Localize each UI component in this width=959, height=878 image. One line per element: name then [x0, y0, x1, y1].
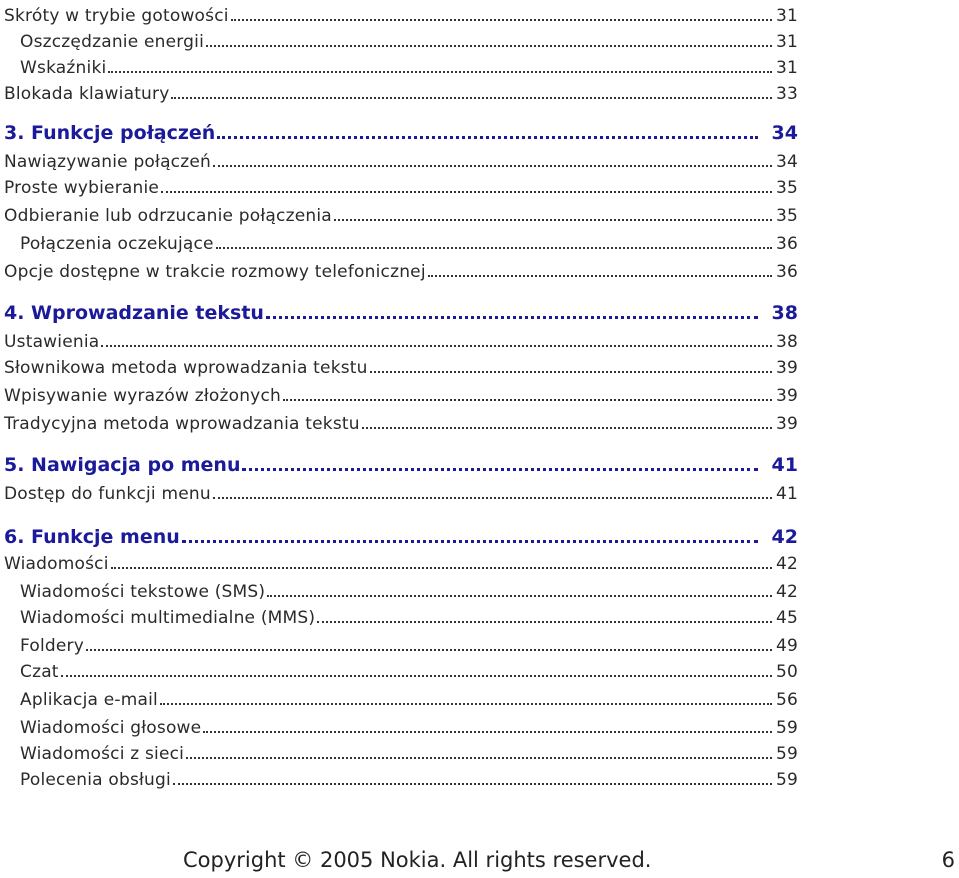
toc-chapter-heading: [4, 118, 798, 144]
toc-entry-page: 31: [775, 58, 798, 78]
dot-leader: [370, 371, 772, 373]
dot-leader: [213, 497, 772, 499]
dot-leader: [161, 191, 772, 193]
toc-entry-title: Wskaźniki: [20, 58, 107, 78]
toc-entry-title: Słownikowa metoda wprowadzania tekstu: [4, 358, 368, 378]
toc-entry-page: 49: [775, 636, 798, 656]
toc-entry-page: 45: [775, 608, 798, 628]
toc-entry: [20, 602, 798, 628]
toc-entry-title: Oszczędzanie energii: [20, 32, 205, 52]
dot-leader: [61, 675, 772, 677]
dot-leader: [108, 71, 772, 73]
toc-entry: [4, 548, 798, 574]
toc-chapter-page: 38: [771, 302, 798, 324]
toc-entry: [20, 738, 798, 764]
dot-leader: [206, 45, 772, 47]
toc-entry-page: 39: [775, 386, 798, 406]
toc-entry: [20, 684, 798, 710]
toc-entry-page: 42: [775, 582, 798, 602]
toc-entry-title: Proste wybieranie: [4, 178, 160, 198]
toc-entry-title: Wiadomości głosowe: [20, 718, 202, 738]
dot-leader: [267, 595, 772, 597]
toc-chapter-title: 6. Funkcje menu: [4, 526, 180, 548]
toc-entry: [4, 200, 798, 226]
toc-entry-title: Czat: [20, 662, 59, 682]
toc-entry-title: Polecenia obsługi: [20, 770, 171, 790]
toc-entry: [4, 172, 798, 198]
toc-entry: [20, 52, 798, 78]
toc-chapter-title: 5. Nawigacja po menu: [4, 454, 241, 476]
toc-entry-title: Aplikacja e-mail: [20, 690, 158, 710]
toc-entry: [4, 146, 798, 172]
dot-leader: [216, 247, 772, 249]
dot-leader: [428, 275, 772, 277]
toc-entry-page: 36: [775, 262, 798, 282]
toc-entry-page: 42: [775, 554, 798, 574]
toc-chapter-page: 34: [771, 122, 798, 144]
toc-entry-title: Odbieranie lub odrzucanie połączenia: [4, 206, 332, 226]
dot-leader: [334, 219, 772, 221]
page-footer: [0, 846, 959, 878]
dot-leader: [217, 136, 757, 139]
toc-entry-page: 35: [775, 178, 798, 198]
dot-leader: [362, 427, 772, 429]
toc-entry-title: Nawiązywanie połączeń: [4, 152, 211, 172]
toc-entry-page: 31: [775, 6, 798, 26]
dot-leader: [317, 621, 772, 623]
dot-leader: [182, 540, 758, 543]
toc-entry-title: Skróty w trybie gotowości: [4, 6, 229, 26]
toc-entry: [20, 26, 798, 52]
dot-leader: [160, 703, 772, 705]
dot-leader: [101, 345, 772, 347]
toc-entry: [4, 326, 798, 352]
toc-entry-title: Wiadomości multimedialne (MMS): [20, 608, 316, 628]
toc-entry-title: Tradycyjna metoda wprowadzania tekstu: [4, 414, 360, 434]
toc-chapter-title: 3. Funkcje połączeń: [4, 122, 216, 144]
toc-entry: [20, 656, 798, 682]
toc-entry: [20, 228, 798, 254]
dot-leader: [173, 783, 772, 785]
toc-entry-title: Wpisywanie wyrazów złożonych: [4, 386, 281, 406]
toc-entry-page: 31: [775, 32, 798, 52]
toc-chapter-title: 4. Wprowadzanie tekstu: [4, 302, 264, 324]
toc-entry: [4, 380, 798, 406]
toc-entry: [20, 764, 798, 790]
toc-entry-page: 34: [775, 152, 798, 172]
toc-entry-title: Dostęp do funkcji menu: [4, 484, 211, 504]
dot-leader: [86, 649, 772, 651]
toc-entry: [4, 256, 798, 282]
toc-chapter-heading: [4, 522, 798, 548]
toc-entry: [4, 78, 798, 104]
toc-entry-page: 35: [775, 206, 798, 226]
toc-entry-page: 41: [775, 484, 798, 504]
dot-leader: [203, 731, 772, 733]
toc-entry-title: Foldery: [20, 636, 84, 656]
toc-entry-page: 38: [775, 332, 798, 352]
dot-leader: [186, 757, 772, 759]
toc-entry: [4, 352, 798, 378]
toc-entry: [20, 630, 798, 656]
toc-entry-page: 33: [775, 84, 798, 104]
toc-entry: [20, 576, 798, 602]
toc-entry-page: 59: [775, 744, 798, 764]
dot-leader: [231, 19, 772, 21]
toc-chapter-heading: [4, 450, 798, 476]
toc-entry: [4, 0, 798, 26]
toc-entry-title: Wiadomości z sieci: [20, 744, 185, 764]
toc-entry-page: 59: [775, 718, 798, 738]
toc-entry-title: Wiadomości tekstowe (SMS): [20, 582, 266, 602]
dot-leader: [242, 468, 757, 471]
dot-leader: [171, 97, 771, 99]
dot-leader: [283, 399, 772, 401]
toc-entry-title: Blokada klawiatury: [4, 84, 170, 104]
toc-chapter-page: 41: [771, 454, 798, 476]
dot-leader: [213, 165, 772, 167]
toc-entry-page: 59: [775, 770, 798, 790]
toc-entry-page: 39: [775, 414, 798, 434]
dot-leader: [111, 567, 772, 569]
toc-entry-page: 39: [775, 358, 798, 378]
toc-entry-title: Ustawienia: [4, 332, 100, 352]
toc-entry: [4, 408, 798, 434]
dot-leader: [266, 316, 758, 319]
copyright-notice: Copyright © 2005 Nokia. All rights reserved.: [183, 848, 652, 872]
toc-entry-title: Wiadomości: [4, 554, 109, 574]
toc-entry-page: 36: [775, 234, 798, 254]
toc-entry-title: Połączenia oczekujące: [20, 234, 214, 254]
toc-entry-page: 56: [775, 690, 798, 710]
toc-chapter-page: 42: [771, 526, 798, 548]
toc-entry: [20, 712, 798, 738]
toc-entry-title: Opcje dostępne w trakcie rozmowy telefonicznej: [4, 262, 426, 282]
toc-entry-page: 50: [775, 662, 798, 682]
toc-entry: [4, 478, 798, 504]
toc-chapter-heading: [4, 298, 798, 324]
page-number: 6: [941, 848, 955, 872]
